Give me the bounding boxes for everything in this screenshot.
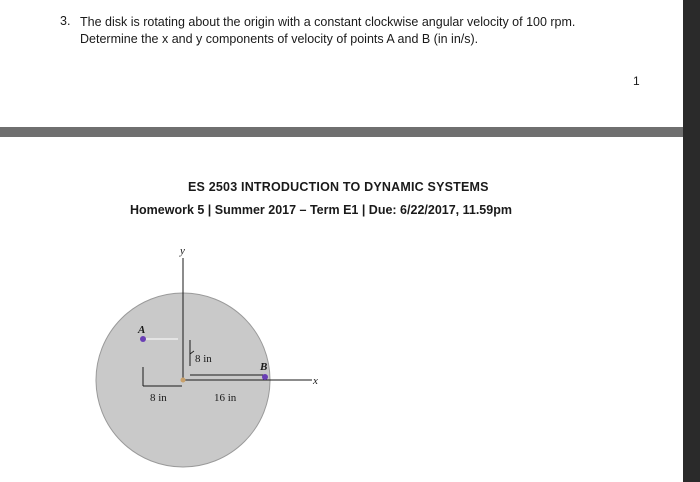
point-b-label: B [260, 361, 268, 373]
problem-line-1: The disk is rotating about the origin with a constant clockwise angular velocity of 100 rpm. [80, 15, 576, 29]
problem-line-2: Determine the x and y components of velocity of points A and B (in in/s). [80, 32, 479, 46]
y-axis-label: y [180, 245, 185, 257]
page-divider [0, 127, 683, 137]
page-number: 1 [633, 74, 640, 88]
x-axis-label: x [313, 375, 318, 387]
problem-number: 3. [60, 14, 71, 28]
homework-info: Homework 5 | Summer 2017 – Term E1 | Due: 6/22/2017, 11.59pm [130, 203, 512, 217]
course-title: ES 2503 INTRODUCTION TO DYNAMIC SYSTEMS [188, 180, 489, 194]
problem-page [0, 0, 700, 127]
point-a-label: A [138, 324, 146, 336]
dim-16in-label: 16 in [214, 392, 237, 404]
rotating-disk-diagram [90, 236, 340, 476]
point-b [262, 374, 268, 380]
origin-point [181, 378, 186, 383]
point-a [140, 336, 146, 342]
dim-8in-vertical-label: 8 in [195, 353, 212, 365]
viewer-scrollbar-track[interactable] [683, 0, 700, 482]
problem-statement [80, 14, 640, 48]
dim-8in-left-label: 8 in [150, 392, 167, 404]
